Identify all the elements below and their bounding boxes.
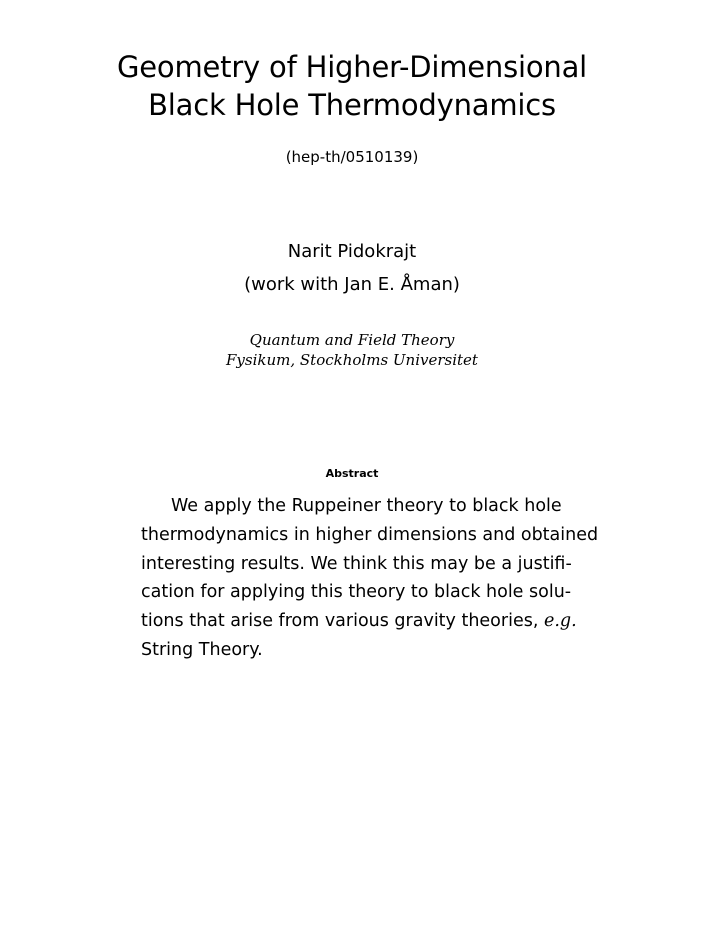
abstract-body — [141, 492, 599, 665]
title-line-1: Geometry of Higher-Dimensional — [117, 50, 587, 84]
paper-title — [0, 48, 704, 124]
abstract-heading: Abstract — [325, 467, 379, 480]
abstract-line-1: We apply the Ruppeiner theory to black hole — [171, 496, 562, 516]
affiliation-line-1: Quantum and Field Theory — [249, 331, 455, 349]
arxiv-reference: (hep-th/0510139) — [285, 148, 419, 166]
affiliation — [0, 330, 704, 370]
abstract-line-3: interesting results. We think this may be a justifi- — [141, 553, 572, 574]
abstract-line-6: String Theory. — [141, 639, 263, 660]
title-line-2: Black Hole Thermodynamics — [148, 88, 556, 122]
author-name: Narit Pidokrajt — [287, 241, 417, 262]
affiliation-line-2: Fysikum, Stockholms Universitet — [226, 351, 478, 369]
abstract-line-4: cation for applying this theory to black hole solu- — [141, 582, 572, 603]
abstract-line-2: thermodynamics in higher dimensions and obtained — [141, 524, 599, 545]
collaboration-note: (work with Jan E. Åman) — [244, 274, 460, 295]
abstract-line-5-text: tions that arise from various gravity theories, — [141, 611, 539, 632]
eg-abbreviation: e.g. — [543, 611, 577, 632]
abstract-line-5 — [141, 607, 577, 636]
